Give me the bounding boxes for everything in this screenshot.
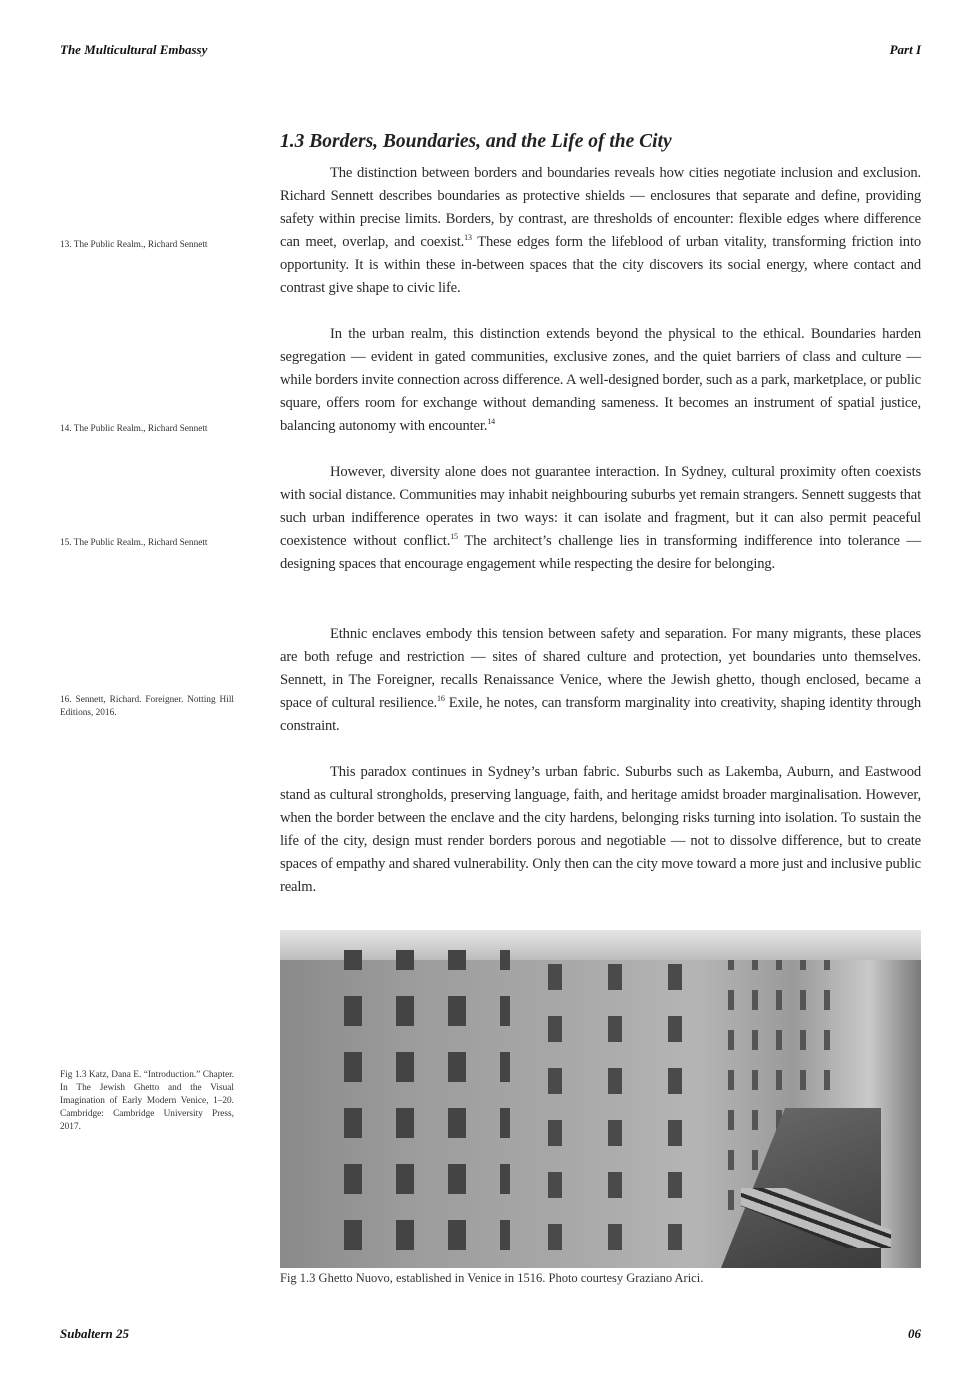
paragraph-2: In the urban realm, this distinction extends beyond the physical to the ethical. Boundaries harden segregation — evident in gated communities, exclusive zones, and the quiet barriers of class and culture — while borders invite connection across difference. A well-designed border, such as a park, marketplace, or public square, offers room for exchange without demanding sameness. It becomes an instrument of spatial justice, balancing autonomy with encounter.$^{14}$: [280, 326, 921, 434]
paragraph-1: The distinction between borders and boundaries reveals how cities negotiate inclusion and exclusion. Richard Sennett describes boundaries as protective shields — enclosures that separate and define, providing safety within precise limits. Borders, by contrast, are thresholds of encounter: flexible edges where difference can meet, overlap, and coexist.$^{13}$ These edges form the lifeblood of urban vitality, transforming friction into opportunity. It is within these in-between spaces that the city discovers its social energy, where contact and contrast give shape to civic life.: [280, 165, 921, 296]
sidenote-14: 14. The Public Realm., Richard Sennett: [60, 424, 208, 434]
figure-caption: Fig 1.3 Ghetto Nuovo, established in Venice in 1516. Photo courtesy Graziano Arici.: [280, 1271, 704, 1285]
footnote-ref: 16: [437, 694, 445, 704]
section-title: 1.3 Borders, Boundaries, and the Life of the City: [280, 131, 672, 152]
footer-publication: Subaltern 25: [60, 1326, 129, 1341]
footnote-ref: 13: [464, 233, 472, 243]
footnote-ref: 15: [450, 532, 458, 542]
figure-source-note: Fig 1.3 Katz, Dana E. “Introduction.” Chapter. In The Jewish Ghetto and the Visual Imagination of Early Modern Venice, 1–20. Cambridge: Cambridge University Press, 2017.: [60, 1070, 234, 1132]
running-header-part: Part I: [889, 42, 921, 57]
sidenote-13: 13. The Public Realm., Richard Sennett: [60, 240, 208, 250]
running-header-title: The Multicultural Embassy: [60, 42, 208, 57]
figure-photo-ghetto-nuovo: [280, 930, 921, 1268]
sidenote-16: 16. Sennett, Richard. Foreigner. Notting Hill Editions, 2016.: [60, 695, 234, 718]
footnote-ref: 14: [487, 417, 495, 427]
paragraph-5: This paradox continues in Sydney’s urban fabric. Suburbs such as Lakemba, Auburn, and Eastwood stand as cultural strongholds, preserving language, faith, and heritage amidst broader marginalisation. However, when the border between the enclave and the city hardens, belonging risks turning into isolation. To sustain the life of the city, design must render borders porous and negotiable — not to dissolve difference, but to create spaces of empathy and shared vulnerability. Only then can the city move toward a more just and inclusive public realm.: [280, 764, 921, 895]
photo-windows: [530, 950, 710, 1250]
paragraph-3: However, diversity alone does not guarantee interaction. In Sydney, cultural proximity often coexists with social distance. Communities may inhabit neighbouring suburbs yet remain strangers. Sennett suggests that such urban indifference operates in two ways: it can isolate and fragment, but it can also permit peaceful coexistence without conflict.$^{15}$ The architect’s challenge lies in transforming indifference into tolerance — designing spaces that encourage engagement while respecting the desire for belonging.: [280, 464, 921, 572]
sidenote-15: 15. The Public Realm., Richard Sennett: [60, 538, 208, 548]
page-number: 06: [908, 1326, 921, 1341]
photo-windows: [330, 950, 510, 1250]
paragraph-4: Ethnic enclaves embody this tension between safety and separation. For many migrants, these places are both refuge and restriction — sites of shared culture and protection, yet boundaries unto themselves. Sennett, in The Foreigner, recalls Renaissance Venice, where the Jewish ghetto, though enclosed, became a space of cultural resilience.$^{16}$ Exile, he notes, can transform marginality into creativity, shaping identity through constraint.: [280, 626, 921, 734]
